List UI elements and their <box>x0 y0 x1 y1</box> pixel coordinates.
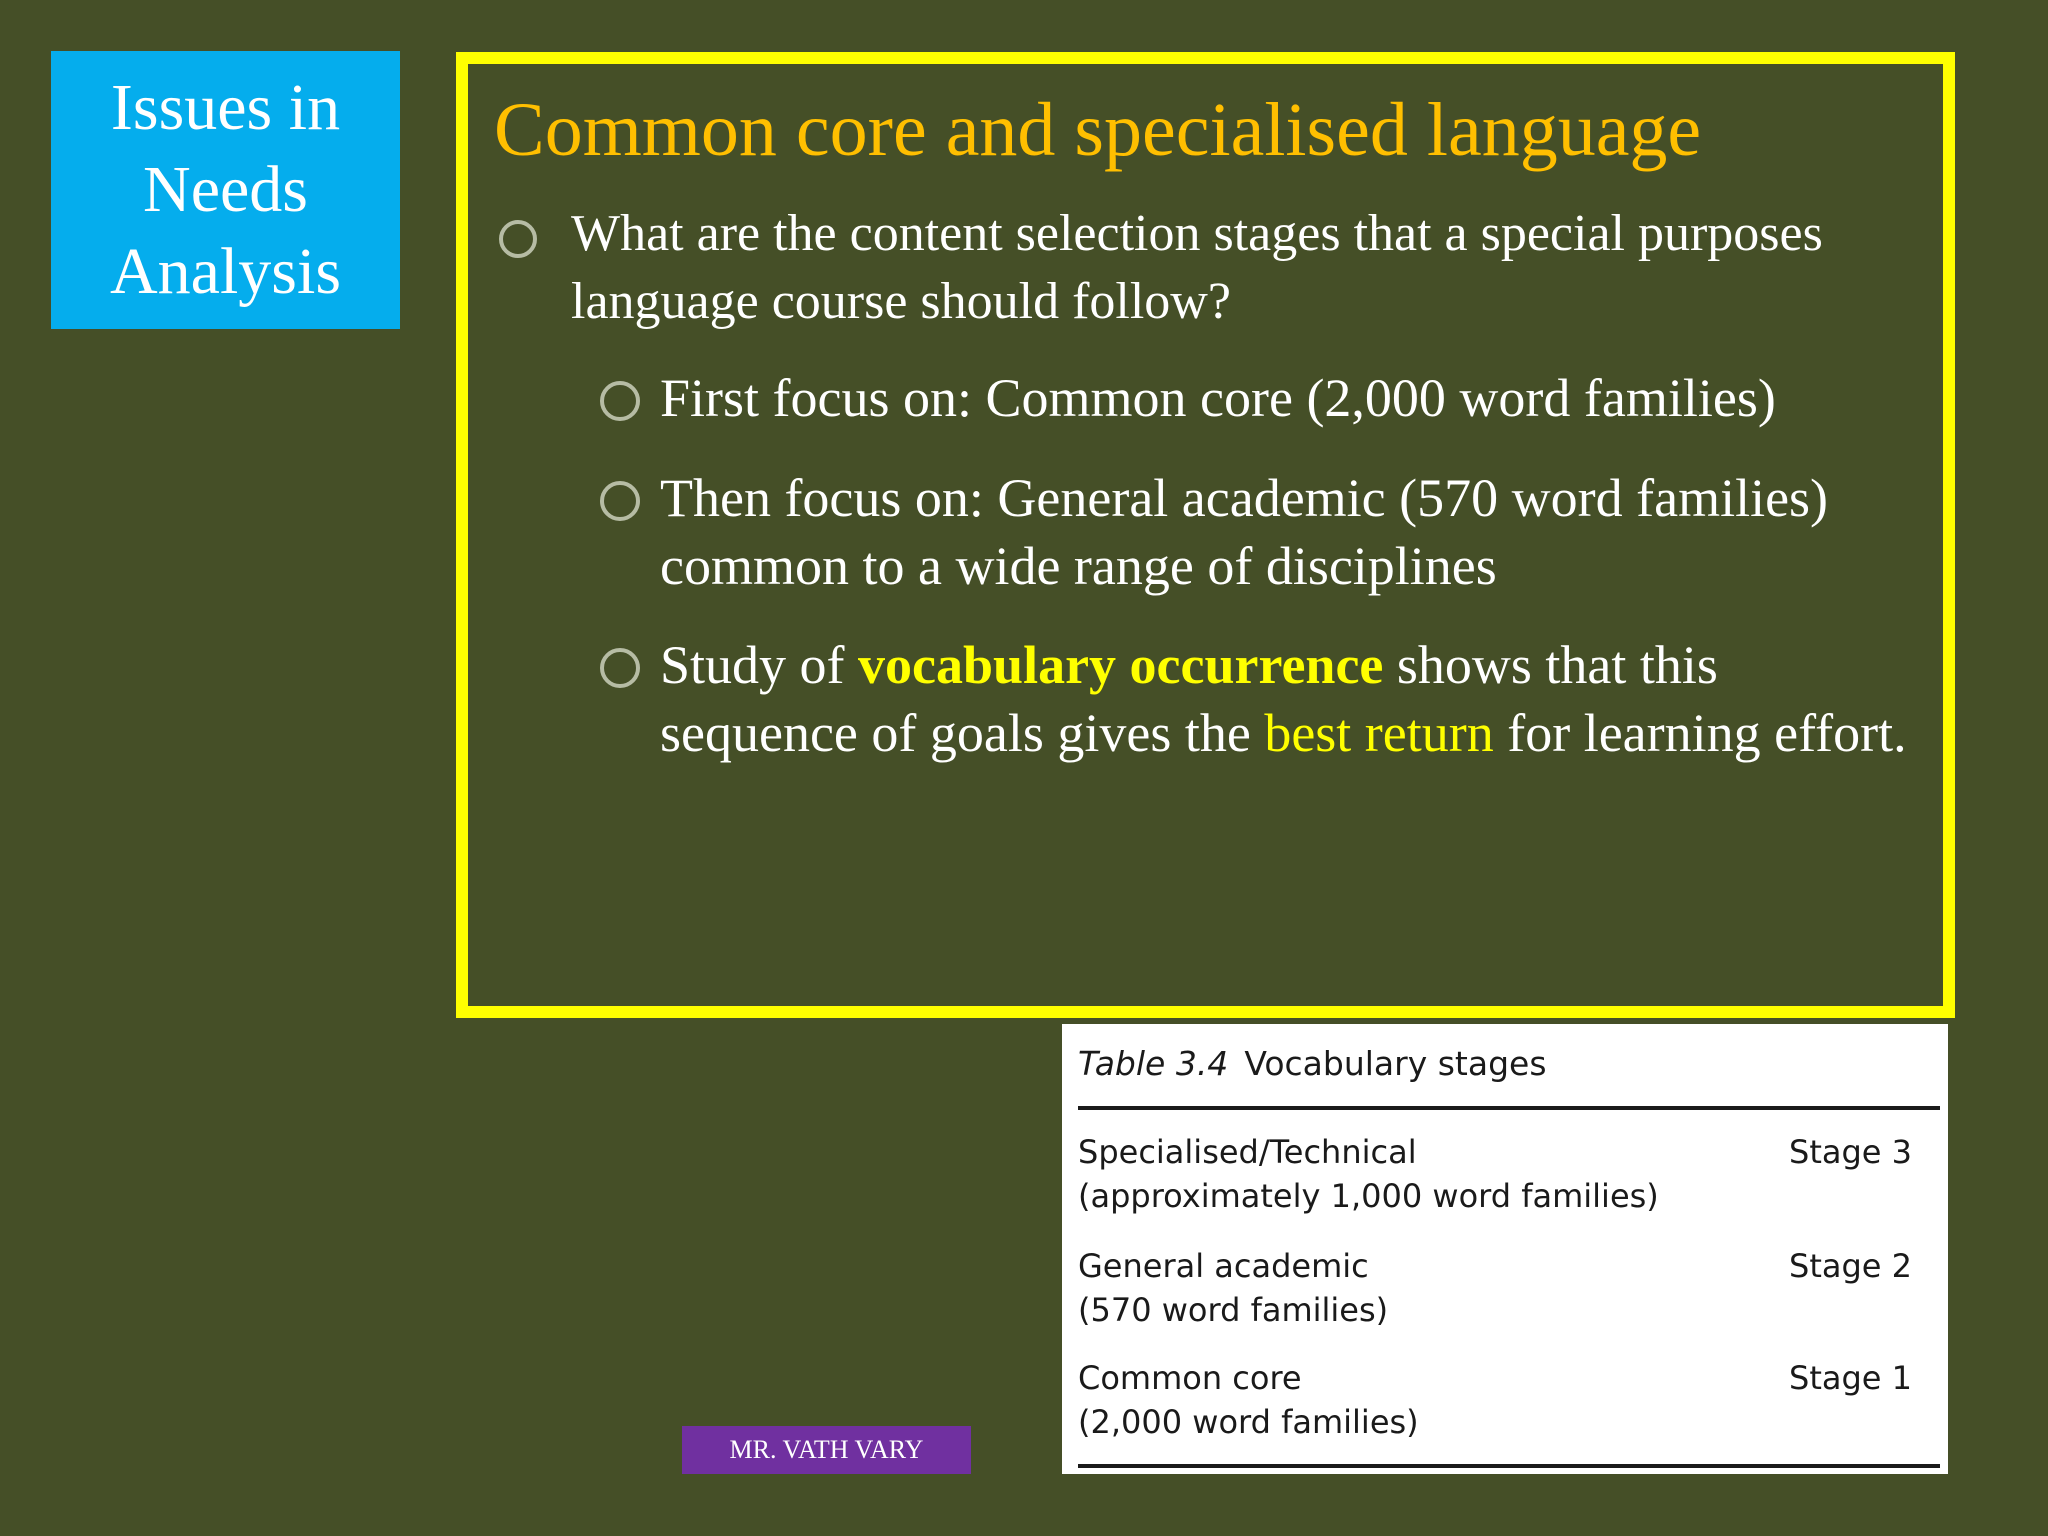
category-detail: (2,000 word families) <box>1078 1403 1419 1441</box>
category-name: General academic <box>1078 1247 1369 1285</box>
table-row <box>1078 1244 1940 1334</box>
slide-title: Common core and specialised language <box>494 88 1702 172</box>
hollow-circle-bullet-icon <box>600 381 640 421</box>
slide-content-frame <box>456 52 1955 1018</box>
table-row-category <box>1078 1130 1659 1218</box>
sub-bullet-then-focus-text: Then focus on: General academic (570 word families) common to a wide range of disciplines <box>660 468 1829 596</box>
question-text: What are the content selection stages that a special purposes language course should follow? <box>571 205 1823 330</box>
section-label-line-1: Issues in <box>110 71 341 144</box>
sub-bullet-first-focus-text: First focus on: Common core (2,000 word families) <box>660 368 1776 428</box>
section-label-line-3: Analysis <box>110 235 341 308</box>
table-caption-label: Table 3.4 <box>1078 1044 1229 1083</box>
study-text-part-1: Study of <box>660 635 859 695</box>
study-text-part-2: shows that this sequence of goals gives the <box>660 635 1718 763</box>
question-bullet <box>571 200 1951 336</box>
hollow-circle-bullet-icon <box>600 481 640 521</box>
category-detail: (570 word families) <box>1078 1291 1389 1329</box>
section-label-box <box>51 51 400 329</box>
table-bottom-rule <box>1078 1464 1940 1468</box>
table-top-rule <box>1078 1106 1940 1110</box>
hollow-circle-bullet-icon <box>600 648 640 688</box>
table-row <box>1078 1130 1940 1220</box>
category-detail: (approximately 1,000 word families) <box>1078 1177 1659 1215</box>
table-row-stage: Stage 1 <box>1789 1359 1912 1397</box>
table-row-stage: Stage 2 <box>1789 1247 1912 1285</box>
sub-bullet-study <box>660 631 1920 767</box>
category-name: Common core <box>1078 1359 1302 1397</box>
table-row-category <box>1078 1356 1419 1444</box>
table-row-category <box>1078 1244 1388 1332</box>
table-row-stage: Stage 3 <box>1789 1133 1912 1171</box>
vocabulary-stages-table <box>1062 1024 1948 1474</box>
author-badge: MR. VATH VARY <box>682 1426 971 1474</box>
section-label-line-2: Needs <box>143 153 308 226</box>
sub-bullet-first-focus <box>660 364 1920 432</box>
table-caption <box>1078 1044 1547 1083</box>
table-row <box>1078 1356 1940 1446</box>
category-name: Specialised/Technical <box>1078 1133 1417 1171</box>
hollow-circle-bullet-icon <box>499 220 537 258</box>
study-text-part-3: for learning effort. <box>1493 703 1907 763</box>
sub-bullet-then-focus <box>660 464 1920 600</box>
highlight-best-return: best return <box>1264 703 1494 763</box>
highlight-vocabulary-occurrence: vocabulary occurrence <box>858 635 1384 695</box>
table-caption-title: Vocabulary stages <box>1244 1044 1547 1083</box>
